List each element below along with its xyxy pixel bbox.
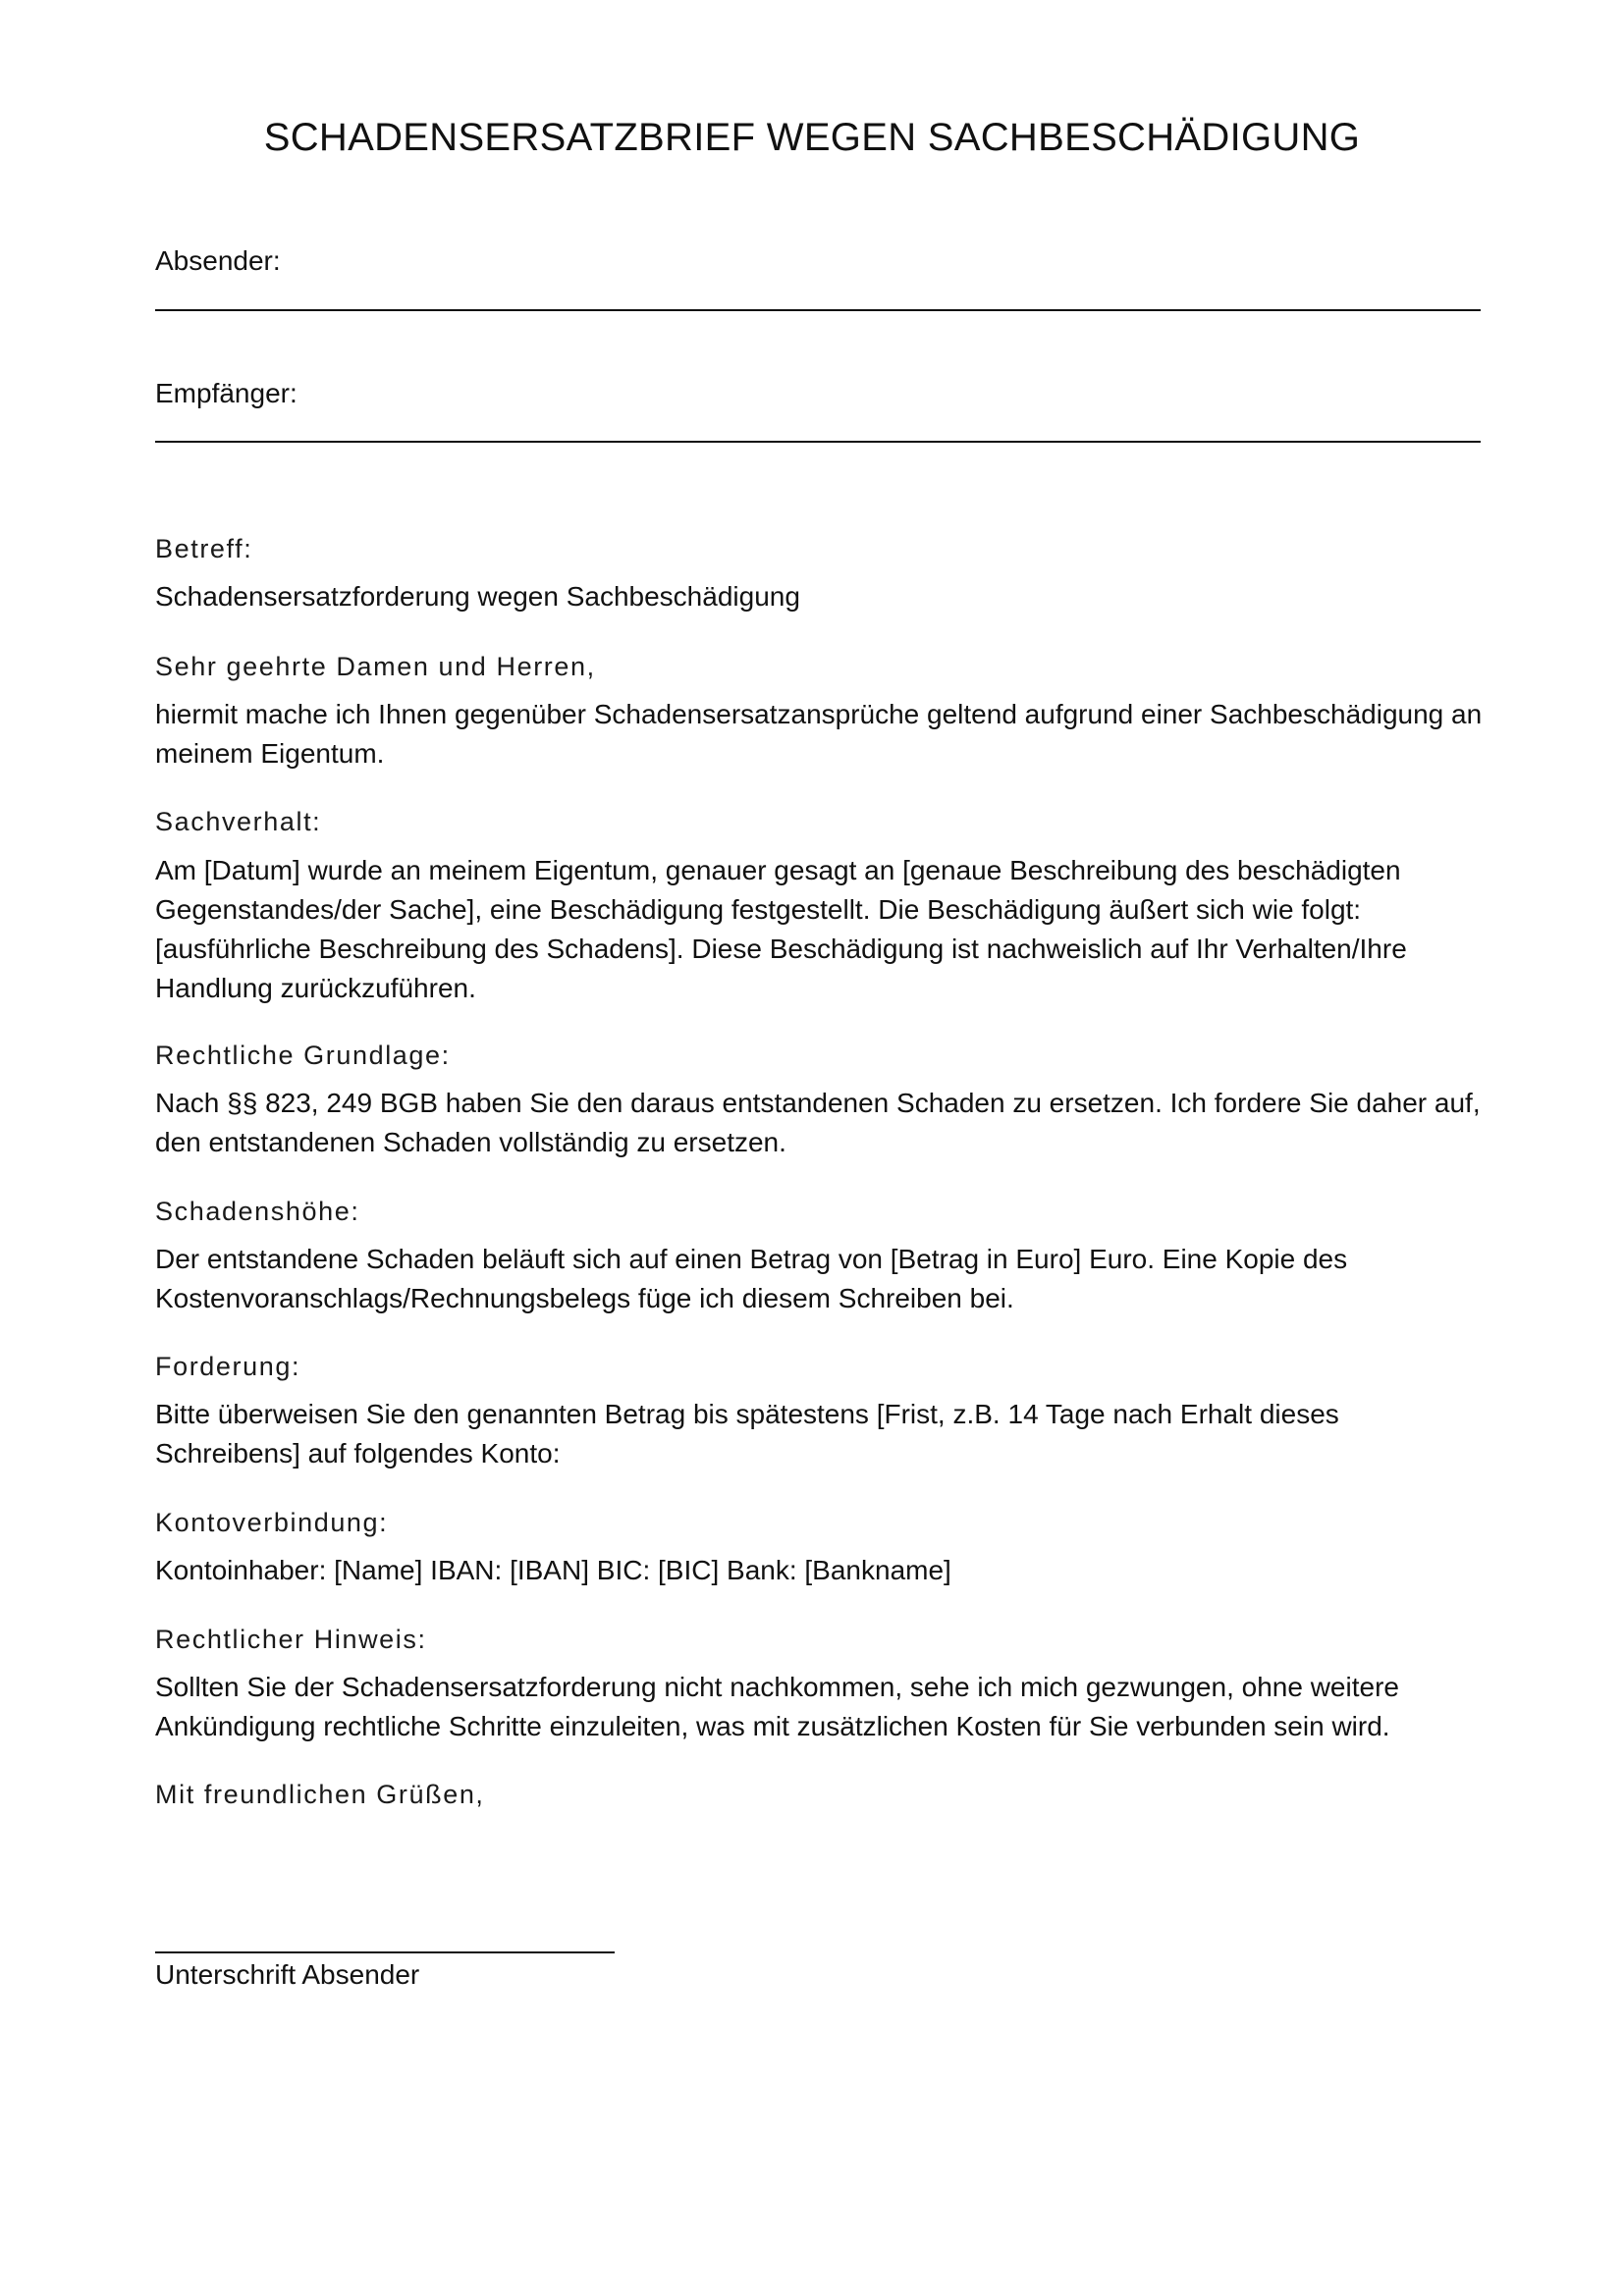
- sender-line: [155, 309, 1481, 311]
- signature-label: Unterschrift Absender: [155, 1959, 420, 1990]
- demand-paragraph: Bitte überweisen Sie den genannten Betrag bis spätestens [Frist, z.B. 14 Tage nach Erhalt dieses Schreibens] auf folgendes Konto:: [155, 1399, 1339, 1468]
- document-title: SCHADENSERSATZBRIEF WEGEN SACHBESCHÄDIGUNG: [263, 116, 1361, 159]
- salutation: Sehr geehrte Damen und Herren,: [155, 652, 596, 681]
- recipient-label: Empfänger:: [155, 378, 298, 408]
- sender-label: Absender:: [155, 245, 281, 276]
- legal-basis-paragraph: Nach §§ 823, 249 BGB haben Sie den daraus entstandenen Schaden zu ersetzen. Ich fordere Sie daher auf, den entstandenen Schaden vollständig zu ersetzen.: [155, 1088, 1481, 1157]
- bank-details-text: Kontoinhaber: [Name] IBAN: [IBAN] BIC: [BIC] Bank: [Bankname]: [155, 1555, 951, 1585]
- subject-heading: Betreff:: [155, 534, 253, 563]
- damage-amount-heading: Schadenshöhe:: [155, 1197, 360, 1226]
- subject-text: Schadensersatzforderung wegen Sachbeschädigung: [155, 581, 800, 612]
- intro-paragraph: hiermit mache ich Ihnen gegenüber Schadensersatzansprüche geltend aufgrund einer Sachbeschädigung an meinem Eigentum.: [155, 699, 1483, 769]
- legal-basis-heading: Rechtliche Grundlage:: [155, 1041, 451, 1070]
- closing-greeting: Mit freundlichen Grüßen,: [155, 1780, 485, 1809]
- facts-paragraph: Am [Datum] wurde an meinem Eigentum, genauer gesagt an [genaue Beschreibung des beschädigten Gegenstandes/der Sache], eine Beschädigung festgestellt. Die Beschädigung äußert sich wie folgt: [ausführliche Beschreibung des Schadens]. Diese Beschädigung ist nachweislich auf Ihr Verhalten/Ihre Handlung zurückzuführen.: [155, 855, 1407, 1003]
- legal-notice-paragraph: Sollten Sie der Schadensersatzforderung nicht nachkommen, sehe ich mich gezwungen, ohne weitere Ankündigung rechtliche Schritte einzuleiten, was mit zusätzlichen Kosten für Sie verbunden sein wird.: [155, 1672, 1399, 1741]
- demand-heading: Forderung:: [155, 1352, 301, 1381]
- legal-notice-heading: Rechtlicher Hinweis:: [155, 1625, 427, 1654]
- damage-amount-paragraph: Der entstandene Schaden beläuft sich auf einen Betrag von [Betrag in Euro] Euro. Eine Kopie des Kostenvoranschlags/Rechnungsbelegs füge ich diesem Schreiben bei.: [155, 1244, 1348, 1313]
- signature-line: [155, 1951, 615, 1953]
- facts-heading: Sachverhalt:: [155, 807, 322, 836]
- bank-details-heading: Kontoverbindung:: [155, 1508, 389, 1537]
- recipient-line: [155, 441, 1481, 443]
